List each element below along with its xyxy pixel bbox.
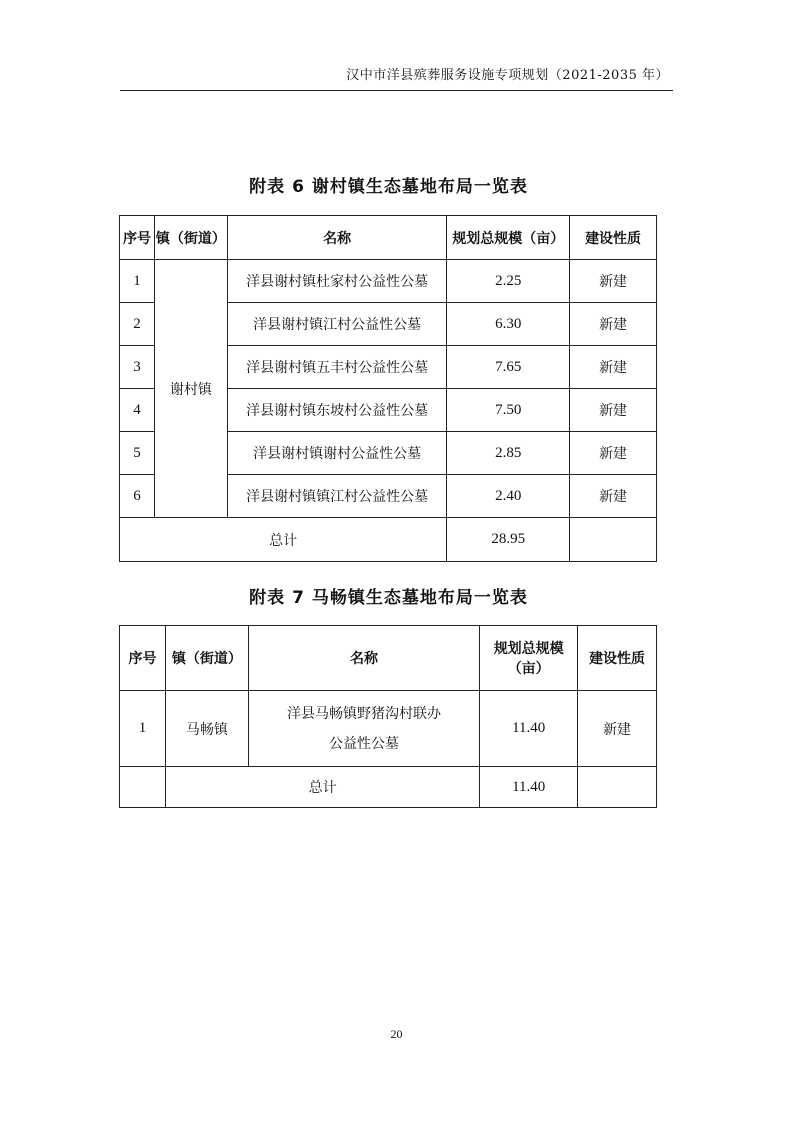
total-label: 总计 (165, 767, 479, 808)
row-scale: 2.40 (447, 475, 570, 518)
row-nature: 新建 (570, 346, 657, 389)
row-name: 洋县谢村镇东坡村公益性公墓 (227, 389, 447, 432)
row-index: 1 (120, 691, 166, 767)
header-name: 名称 (227, 216, 447, 260)
row-index: 2 (120, 303, 155, 346)
table6-header-row (120, 216, 657, 260)
row-nature: 新建 (570, 260, 657, 303)
header-index: 序号 (120, 216, 155, 260)
total-nature-empty (578, 767, 657, 808)
table7-header-row (120, 626, 657, 691)
row-name: 洋县谢村镇五丰村公益性公墓 (227, 346, 447, 389)
header-nature: 建设性质 (570, 216, 657, 260)
header-scale: 规划总规模（亩） (447, 216, 570, 260)
header-town: 镇（街道） (165, 626, 248, 691)
row-name-line2: 公益性公墓 (329, 735, 400, 752)
header-name: 名称 (248, 626, 479, 691)
table7-title: 附表 7 马畅镇生态墓地布局一览表 (249, 588, 528, 608)
row-nature: 新建 (570, 475, 657, 518)
row-name: 洋县谢村镇镇江村公益性公墓 (227, 475, 447, 518)
total-label: 总计 (120, 518, 447, 562)
row-name-line1: 洋县马畅镇野猪沟村联办 (287, 705, 442, 722)
table6-title: 附表 6 谢村镇生态墓地布局一览表 (249, 177, 528, 197)
row-index: 1 (120, 260, 155, 303)
page-number: 20 (390, 1027, 403, 1041)
header-scale-line1: 规划总规模 (493, 641, 564, 657)
table7 (119, 625, 657, 808)
row-scale: 7.50 (447, 389, 570, 432)
table-row (120, 260, 657, 303)
row-town: 马畅镇 (165, 691, 248, 767)
total-nature-empty (570, 518, 657, 562)
table6 (119, 215, 657, 562)
row-name: 洋县谢村镇谢村公益性公墓 (227, 432, 447, 475)
row-scale: 6.30 (447, 303, 570, 346)
row-nature: 新建 (570, 389, 657, 432)
total-value: 11.40 (480, 767, 578, 808)
row-scale: 11.40 (480, 691, 578, 767)
row-name (248, 691, 479, 767)
row-index: 3 (120, 346, 155, 389)
header-nature: 建设性质 (578, 626, 657, 691)
header-scale-line2: （亩） (507, 661, 550, 677)
row-index: 5 (120, 432, 155, 475)
row-index: 4 (120, 389, 155, 432)
header-rule (120, 90, 673, 91)
row-nature: 新建 (570, 432, 657, 475)
total-value: 28.95 (447, 518, 570, 562)
header-index: 序号 (120, 626, 166, 691)
table7-total-row (120, 767, 657, 808)
row-scale: 2.85 (447, 432, 570, 475)
row-name: 洋县谢村镇江村公益性公墓 (227, 303, 447, 346)
row-index: 6 (120, 475, 155, 518)
row-name: 洋县谢村镇杜家村公益性公墓 (227, 260, 447, 303)
header-scale (480, 626, 578, 691)
page-header: 汉中市洋县殡葬服务设施专项规划（2021-2035 年） (346, 68, 669, 83)
header-town: 镇（街道） (154, 216, 227, 260)
row-scale: 2.25 (447, 260, 570, 303)
row-nature: 新建 (570, 303, 657, 346)
row-scale: 7.65 (447, 346, 570, 389)
table6-total-row (120, 518, 657, 562)
row-nature: 新建 (578, 691, 657, 767)
row-town: 谢村镇 (154, 260, 227, 518)
total-index-empty (120, 767, 166, 808)
table-row (120, 691, 657, 767)
